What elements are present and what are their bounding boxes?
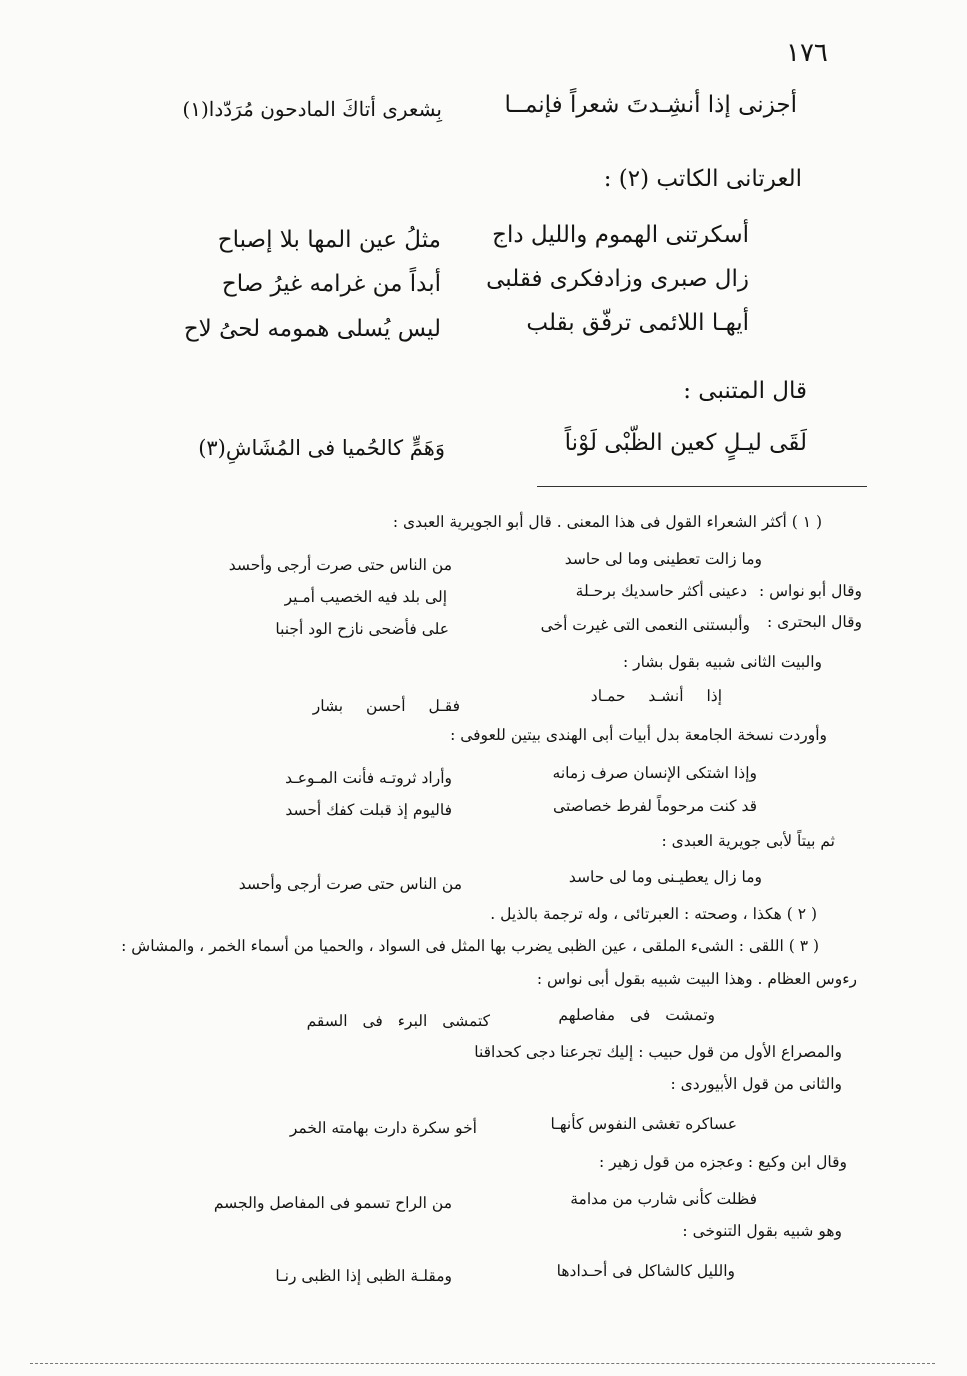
poem1-line2-right: زال صبرى وزادفكرى فقلبى: [486, 266, 749, 292]
footnote3-ibn-waki: وقال ابن وكيع : وعجزه من قول زهير :: [598, 1153, 847, 1171]
footnote3-verse2-right: عساكره تغشى النفوس كأنهـا: [550, 1115, 737, 1133]
footnote1-verse6-right: قد كنت مرحوماً لفرط خصاصتى: [553, 797, 757, 815]
footnote1-verse4-left: فقـل أحسن بشار: [312, 697, 460, 715]
footnote3-habib: والمصراع الأول من قول حبيب : إليك تجرعنا دجى كحداقنا: [474, 1043, 842, 1061]
footnote1-verse5-right: وإذا اشتكى الإنسان صرف زمانه: [552, 764, 757, 782]
heading-al-artani: العرتانى الكاتب (٢) :: [603, 166, 802, 192]
footnote1-verse1-right: وما زالت تعطينى وما لى حاسد: [564, 550, 762, 568]
footnote1-verse6-left: فاليوم إذ قبلت كفك أحسد: [285, 801, 452, 819]
heading-al-mutanabbi: قال المتنبى :: [683, 378, 807, 404]
poem1-line1-right: أسكرتنى الهموم والليل داج: [492, 222, 749, 248]
footnote3-tanukhi-intro: وهو شبيه بقول التنوخى :: [682, 1222, 842, 1240]
footnote3-verse3-left: من الراح تسمو فى المفاصل والجسم: [213, 1194, 452, 1212]
footnote1-verse2-right: دعينى أكثر حاسديك برحـلة: [575, 582, 747, 600]
poem1-line1-left: مثلُ عين المها بلا إصباح: [217, 227, 441, 253]
footnote1-bashshar-intro: والبيت الثانى شبيه بقول بشار :: [622, 653, 822, 671]
footnote1-buhturi-label: وقال البحترى :: [766, 613, 862, 631]
footnote1-verse7-right: وما زال يعطيـنى وما لى حاسد: [568, 868, 762, 886]
footnote-separator: [537, 486, 867, 487]
footnote3-abiwardi-intro: والثانى من قول الأبيوردى :: [670, 1075, 842, 1093]
footnote1-jamia-intro: وأوردت نسخة الجامعة بدل أبيات أبى الهندى بيتين للعوفى :: [450, 726, 827, 744]
footnote3-verse4-left: ومقلـة الظبى إذا الظبى رنـا: [275, 1267, 452, 1285]
verse1-left-hemistich: بِشعرى أتاكَ المادحون مُرَدّدا(١): [182, 97, 442, 121]
verse2-right-hemistich: لَقَى ليـلٍ كعين الظّبْى لَوْناً: [564, 430, 807, 456]
footnote3-verse3-right: فظلت كأنى شارب من مدامة: [570, 1190, 757, 1208]
footnote1-abu-nuwas-label: وقال أبو نواس :: [758, 582, 862, 600]
footnote1-verse5-left: وأراد ثروتـه فأنت المـوعـد: [285, 769, 452, 787]
footnote1-abi-juwayriya-intro: ثم بيتاً لأبى جويرية العبدى :: [661, 832, 835, 850]
footnote1-verse7-left: من الناس حتى صرت أرجى وأحسد: [238, 875, 462, 893]
footnote1-verse3-right: وألبستنى النعمى التى غيرت أخى: [540, 616, 750, 634]
footnote1-verse1-left: من الناس حتى صرت أرجى وأحسد: [228, 556, 452, 574]
footnote1-intro: ( ١ ) أكثر الشعراء القول فى هذا المعنى . قال أبو الجويرية العبدى :: [392, 513, 822, 531]
footnote3-verse2-left: أخو سكرة دارت بهامته الخمر: [289, 1119, 477, 1137]
footnote3-line1: ( ٣ ) اللقى : الشىء الملقى ، عين الظبى يضرب بها المثل فى السواد ، والحميا من أسماء الخمر ، والمشاش :: [121, 937, 819, 955]
footnote3-verse1-left: كتمشى البرء فى السقم: [306, 1012, 490, 1030]
poem1-line3-left: ليس يُسلى همومه لحىُ لاح: [183, 316, 441, 342]
footnote3-verse1-right: وتمشت فى مفاصلهم: [558, 1006, 715, 1024]
footnote3-verse4-right: والليل كالشاكل فى أحـدادها: [556, 1262, 735, 1280]
footnote1-verse4-right: إذا أنشـد حمـاد: [590, 687, 722, 705]
verse2-left-hemistich: وَهَمٍّ كالحُميا فى المُشَاشِ(٣): [198, 436, 445, 460]
poem1-line3-right: أيهـا اللائمى ترفّق بقلب: [526, 310, 749, 336]
footnote3-line2: رءوس العظام . وهذا البيت شبيه بقول أبى نواس :: [536, 970, 857, 988]
verse1-right-hemistich: أجزنى إذا أنشِـدتَ شعراً فإنمــا: [504, 92, 797, 118]
footnote1-verse2-left: إلى بلد فيه الخصيب أمـير: [284, 588, 447, 606]
poem1-line2-left: أبداً من غرامه غيرُ صاح: [221, 271, 441, 297]
footnote2: ( ٢ ) هكذا ، وصحته : العبرتائى ، وله ترجمة بالذيل .: [490, 905, 817, 923]
footnote1-verse3-left: على فأضحى نازح الود أجنبا: [275, 620, 449, 638]
page-number: ١٧٦: [786, 38, 828, 68]
page-bottom-edge: [30, 1363, 935, 1364]
